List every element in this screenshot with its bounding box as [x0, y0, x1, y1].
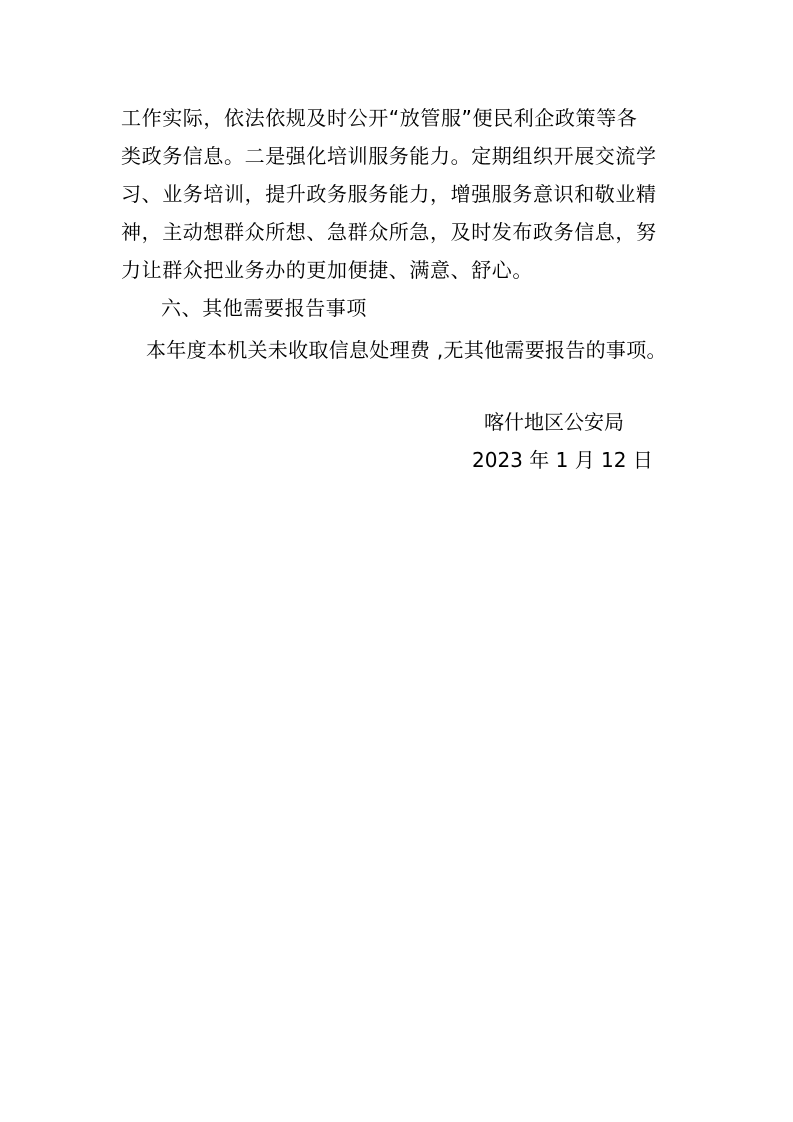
- signature-organization: 喀什地区公安局: [484, 410, 624, 434]
- paragraph-line: 神，主动想群众所想、急群众所急，及时发布政务信息，努: [121, 220, 657, 244]
- paragraph-line: 类政务信息。二是强化培训服务能力。定期组织开展交流学: [121, 144, 657, 168]
- signature-date: 2023 年 1 月 12 日: [472, 448, 653, 472]
- paragraph-line: 工作实际，依法依规及时公开“放管服”便民利企政策等各: [121, 106, 638, 130]
- paragraph-line: 力让群众把业务办的更加便捷、满意、舒心。: [121, 258, 533, 282]
- paragraph-line: 习、业务培训，提升政务服务能力，增强服务意识和敬业精: [121, 182, 657, 206]
- section-heading: 六、其他需要报告事项: [161, 296, 367, 320]
- section-text: 本年度本机关未收取信息处理费 ,无其他需要报告的事项。: [146, 338, 667, 362]
